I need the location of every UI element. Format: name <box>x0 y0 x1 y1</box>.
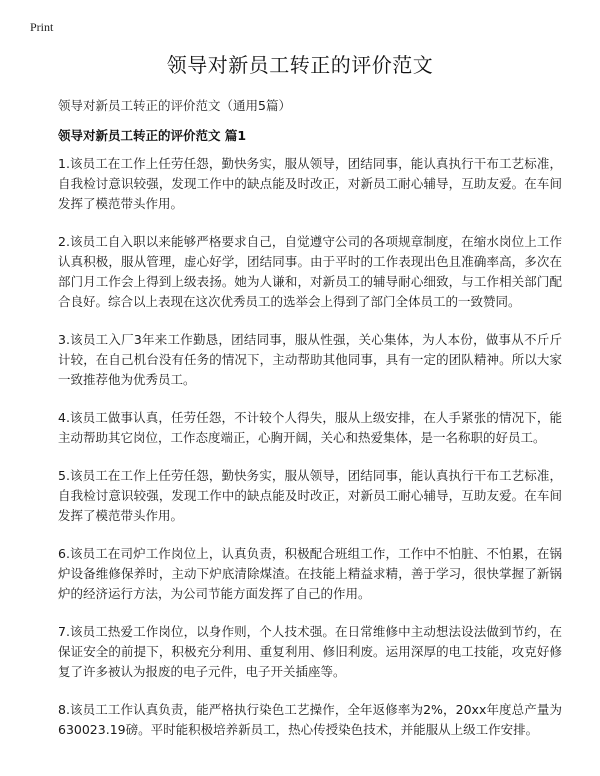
section-heading: 领导对新员工转正的评价范文 篇1 <box>58 128 247 143</box>
document-subtitle: 领导对新员工转正的评价范文（通用5篇） <box>58 98 291 113</box>
paragraph-5: 5.该员工在工作上任劳任怨，勤快务实，服从领导，团结同事，能认真执行干布工艺标准，自我检讨意识较强，发现工作中的缺点能及时改正，对新员工耐心辅导，互助友爱。在车间发挥了模范带头作用。 <box>58 468 562 523</box>
document-title: 领导对新员工转正的评价范文 <box>166 53 434 77</box>
paragraph-2: 2.该员工自入职以来能够严格要求自己，自觉遵守公司的各项规章制度，在缩水岗位上工作认真积极，服从管理，虚心好学，团结同事。由于平时的工作表现出色且准确率高，多次在部门月工作会上得到上级表扬。她为人谦和，对新员工的辅导耐心细致，与工作相关部门配合良好。综合以上表现在这次优秀员工的选举会上得到了部门全体员工的一致赞同。 <box>58 234 562 309</box>
paragraph-7: 7.该员工热爱工作岗位，以身作则，个人技术强。在日常维修中主动想法设法做到节约，在保证安全的前提下，积极充分利用、重复利用、修旧利废。运用深厚的电工技能，攻克好修复了许多被认为报废的电子元件，电子开关插座等。 <box>58 624 562 679</box>
paragraph-list <box>58 154 562 758</box>
paragraph-6: 6.该员工在司炉工作岗位上，认真负责，积极配合班组工作，工作中不怕脏、不怕累，在锅炉设备维修保养时，主动下炉底清除煤渣。在技能上精益求精，善于学习，很快掌握了新锅炉的经济运行方法，为公司节能方面发挥了自己的作用。 <box>58 546 562 601</box>
print-link[interactable]: Print <box>30 20 54 34</box>
paragraph-1: 1.该员工在工作上任劳任怨，勤快务实，服从领导，团结同事，能认真执行干布工艺标准，自我检讨意识较强，发现工作中的缺点能及时改正，对新员工耐心辅导，互助友爱。在车间发挥了模范带头作用。 <box>58 156 562 211</box>
paragraph-8: 8.该员工工作认真负责，能严格执行染色工艺操作，全年返修率为2%，20xx年度总产量为630023.19磅。平时能积极培养新员工，热心传授染色技术，并能服从上级工作安排。 <box>58 702 562 737</box>
paragraph-3: 3.该员工入厂3年来工作勤恳，团结同事，服从性强，关心集体，为人本份，做事从不斤斤计较，在自己机台没有任务的情况下，主动帮助其他同事，具有一定的团队精神。所以大家一致推荐他为优秀员工。 <box>58 332 562 387</box>
paragraph-4: 4.该员工做事认真，任劳任怨，不计较个人得失，服从上级安排，在人手紧张的情况下，能主动帮助其它岗位，工作态度端正，心胸开阔，关心和热爱集体，是一名称职的好员工。 <box>58 410 562 445</box>
